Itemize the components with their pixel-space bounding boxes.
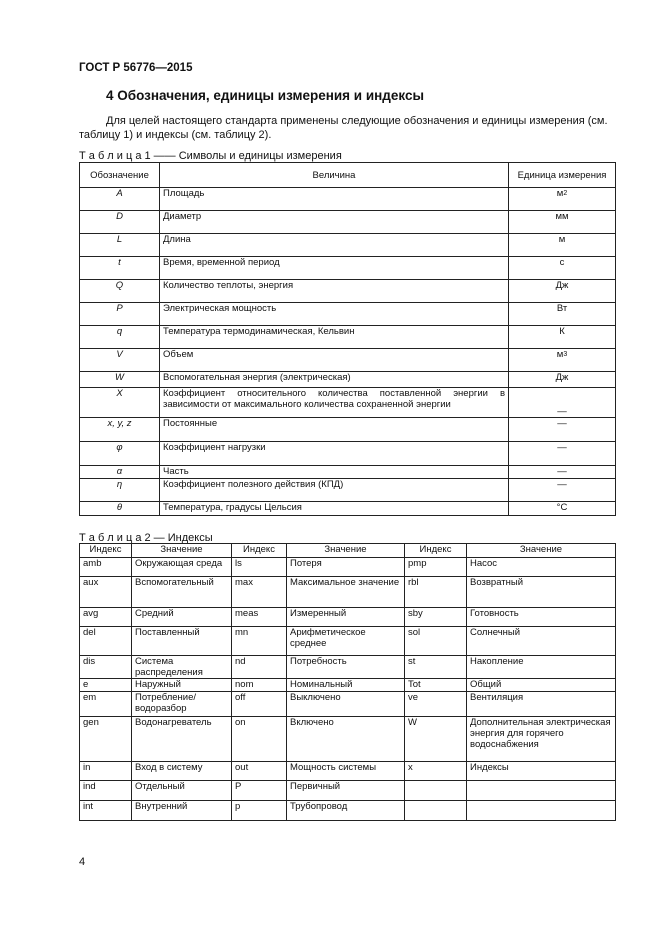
index-cell: ve	[405, 692, 467, 717]
index-cell: nd	[232, 656, 287, 679]
symbol-cell: θ	[80, 502, 160, 516]
table-row	[80, 558, 616, 577]
quantity-cell: Объем	[160, 349, 509, 372]
table-row	[80, 679, 616, 692]
meaning-cell: Готовность	[467, 608, 616, 627]
meaning-cell: Арифметическое среднее	[287, 627, 405, 656]
symbol-cell: A	[80, 188, 160, 211]
unit-cell	[509, 349, 616, 372]
symbol-cell: P	[80, 303, 160, 326]
unit-cell	[509, 372, 616, 388]
meaning-cell: Мощность системы	[287, 762, 405, 781]
unit-exponent: 2	[563, 190, 568, 197]
index-cell: ind	[80, 781, 132, 801]
meaning-cell: Поставленный	[132, 627, 232, 656]
unit-text: —	[557, 418, 567, 429]
meaning-cell: Выключено	[287, 692, 405, 717]
index-cell: gen	[80, 717, 132, 762]
table-row	[80, 188, 616, 211]
meaning-cell: Трубопровод	[287, 801, 405, 821]
unit-text: °С	[556, 502, 568, 513]
symbol-cell: q	[80, 326, 160, 349]
quantity-cell: Длина	[160, 234, 509, 257]
table-row	[80, 372, 616, 388]
table-row	[80, 257, 616, 280]
index-cell: W	[405, 717, 467, 762]
quantity-cell: Время, временной период	[160, 257, 509, 280]
table1-caption: Т а б л и ц а 1 —— Символы и единицы измерения	[79, 150, 342, 162]
column-header: Значение	[467, 544, 616, 558]
column-header: Значение	[132, 544, 232, 558]
symbols-table	[79, 162, 616, 516]
unit-text: мм	[555, 211, 569, 222]
table-row	[80, 442, 616, 466]
quantity-cell: Диаметр	[160, 211, 509, 234]
quantity-cell: Площадь	[160, 188, 509, 211]
meaning-cell: Внутренний	[132, 801, 232, 821]
page-number: 4	[79, 856, 86, 868]
index-cell: Tot	[405, 679, 467, 692]
symbol-cell: D	[80, 211, 160, 234]
unit-text: м	[556, 188, 564, 199]
unit-text: —	[557, 466, 567, 477]
meaning-cell: Водонагреватель	[132, 717, 232, 762]
column-header: Индекс	[405, 544, 467, 558]
symbol-cell: V	[80, 349, 160, 372]
table-row	[80, 692, 616, 717]
quantity-cell: Вспомогательная энергия (электрическая)	[160, 372, 509, 388]
table-row	[80, 502, 616, 516]
symbol-cell: Q	[80, 280, 160, 303]
meaning-cell: Возвратный	[467, 577, 616, 608]
unit-text: К	[559, 326, 565, 337]
index-cell: on	[232, 717, 287, 762]
table-row	[80, 234, 616, 257]
index-cell: out	[232, 762, 287, 781]
symbol-cell: η	[80, 479, 160, 502]
index-cell: x	[405, 762, 467, 781]
symbol-cell: x, y, z	[80, 418, 160, 442]
meaning-cell: Общий	[467, 679, 616, 692]
indices-table	[79, 543, 616, 821]
intro-paragraph: Для целей настоящего стандарта применены следующие обозначения и единицы измерения (см. таблицу 1) и индексы (см. таблицу 2).	[79, 115, 608, 141]
quantity-cell: Количество теплоты, энергия	[160, 280, 509, 303]
meaning-cell: Номинальный	[287, 679, 405, 692]
symbol-cell: t	[80, 257, 160, 280]
table-row	[80, 608, 616, 627]
unit-text: Дж	[555, 280, 569, 291]
meaning-cell: Система распределения	[132, 656, 232, 679]
column-header: Единица измерения	[509, 163, 616, 188]
meaning-cell: Потребление/ водоразбор	[132, 692, 232, 717]
symbol-cell: L	[80, 234, 160, 257]
table-row	[80, 656, 616, 679]
index-cell: p	[232, 801, 287, 821]
quantity-cell: Температура, градусы Цельсия	[160, 502, 509, 516]
index-cell: int	[80, 801, 132, 821]
table-row	[80, 781, 616, 801]
index-cell: meas	[232, 608, 287, 627]
symbol-cell: φ	[80, 442, 160, 466]
unit-text: —	[557, 406, 567, 417]
quantity-cell: Часть	[160, 466, 509, 479]
index-cell: e	[80, 679, 132, 692]
unit-text: с	[559, 257, 565, 268]
index-cell: rbl	[405, 577, 467, 608]
meaning-cell: Наружный	[132, 679, 232, 692]
unit-cell	[509, 303, 616, 326]
index-cell: st	[405, 656, 467, 679]
meaning-cell: Вход в систему	[132, 762, 232, 781]
column-header: Обозначение	[80, 163, 160, 188]
index-cell: sol	[405, 627, 467, 656]
unit-cell	[509, 442, 616, 466]
index-cell: avg	[80, 608, 132, 627]
table-row	[80, 466, 616, 479]
meaning-cell: Вспомогательный	[132, 577, 232, 608]
unit-text: м	[558, 234, 566, 245]
symbol-cell: α	[80, 466, 160, 479]
meaning-cell: Насос	[467, 558, 616, 577]
meaning-cell: Средний	[132, 608, 232, 627]
unit-cell	[509, 257, 616, 280]
table-header-row	[80, 544, 616, 558]
table-row	[80, 326, 616, 349]
table-row	[80, 303, 616, 326]
index-cell	[405, 781, 467, 801]
meaning-cell: Потребность	[287, 656, 405, 679]
index-cell: sby	[405, 608, 467, 627]
quantity-cell: Постоянные	[160, 418, 509, 442]
column-header: Индекс	[232, 544, 287, 558]
unit-text: м	[556, 349, 564, 360]
index-cell: off	[232, 692, 287, 717]
meaning-cell: Индексы	[467, 762, 616, 781]
unit-cell	[509, 211, 616, 234]
table-header-row	[80, 163, 616, 188]
unit-cell	[509, 188, 616, 211]
table-row	[80, 801, 616, 821]
unit-cell	[509, 388, 616, 418]
table-row	[80, 577, 616, 608]
unit-text: —	[557, 479, 567, 490]
unit-text: Вт	[556, 303, 568, 314]
index-cell: in	[80, 762, 132, 781]
quantity-cell: Коэффициент нагрузки	[160, 442, 509, 466]
table-row	[80, 479, 616, 502]
meaning-cell: Включено	[287, 717, 405, 762]
symbol-cell: X	[80, 388, 160, 418]
quantity-cell: Электрическая мощность	[160, 303, 509, 326]
table-row	[80, 418, 616, 442]
table-row	[80, 211, 616, 234]
index-cell	[405, 801, 467, 821]
meaning-cell: Потеря	[287, 558, 405, 577]
unit-cell	[509, 479, 616, 502]
meaning-cell: Вентиляция	[467, 692, 616, 717]
section-title: 4 Обозначения, единицы измерения и индексы	[106, 88, 424, 103]
table2-caption: Т а б л и ц а 2 — Индексы	[79, 532, 213, 544]
meaning-cell: Измеренный	[287, 608, 405, 627]
meaning-cell	[467, 801, 616, 821]
unit-cell	[509, 326, 616, 349]
quantity-cell: Коэффициент относительного количества поставленной энергии в зависимости от максимального количества сохраненной энергии	[160, 388, 509, 418]
index-cell: pmp	[405, 558, 467, 577]
table-row	[80, 627, 616, 656]
table-row	[80, 717, 616, 762]
table-row	[80, 762, 616, 781]
index-cell: max	[232, 577, 287, 608]
unit-exponent: 3	[563, 351, 568, 358]
meaning-cell: Дополнительная электрическая энергия для горячего водоснабжения	[467, 717, 616, 762]
index-cell: em	[80, 692, 132, 717]
index-cell: mn	[232, 627, 287, 656]
index-cell: P	[232, 781, 287, 801]
index-cell: aux	[80, 577, 132, 608]
meaning-cell: Отдельный	[132, 781, 232, 801]
quantity-cell: Температура термодинамическая, Кельвин	[160, 326, 509, 349]
table-row	[80, 388, 616, 418]
index-cell: nom	[232, 679, 287, 692]
index-cell: dis	[80, 656, 132, 679]
unit-text: Дж	[555, 372, 569, 383]
meaning-cell: Солнечный	[467, 627, 616, 656]
column-header: Индекс	[80, 544, 132, 558]
meaning-cell: Накопление	[467, 656, 616, 679]
column-header: Величина	[160, 163, 509, 188]
unit-text: —	[557, 442, 567, 453]
meaning-cell: Максимальное значение	[287, 577, 405, 608]
unit-cell	[509, 280, 616, 303]
index-cell: ls	[232, 558, 287, 577]
index-cell: del	[80, 627, 132, 656]
table-row	[80, 280, 616, 303]
quantity-cell: Коэффициент полезного действия (КПД)	[160, 479, 509, 502]
unit-cell	[509, 418, 616, 442]
unit-cell	[509, 234, 616, 257]
table-row	[80, 349, 616, 372]
column-header: Значение	[287, 544, 405, 558]
unit-cell	[509, 502, 616, 516]
symbol-cell: W	[80, 372, 160, 388]
index-cell: amb	[80, 558, 132, 577]
unit-cell	[509, 466, 616, 479]
document-code: ГОСТ Р 56776—2015	[79, 62, 193, 74]
meaning-cell: Первичный	[287, 781, 405, 801]
meaning-cell: Окружающая среда	[132, 558, 232, 577]
meaning-cell	[467, 781, 616, 801]
